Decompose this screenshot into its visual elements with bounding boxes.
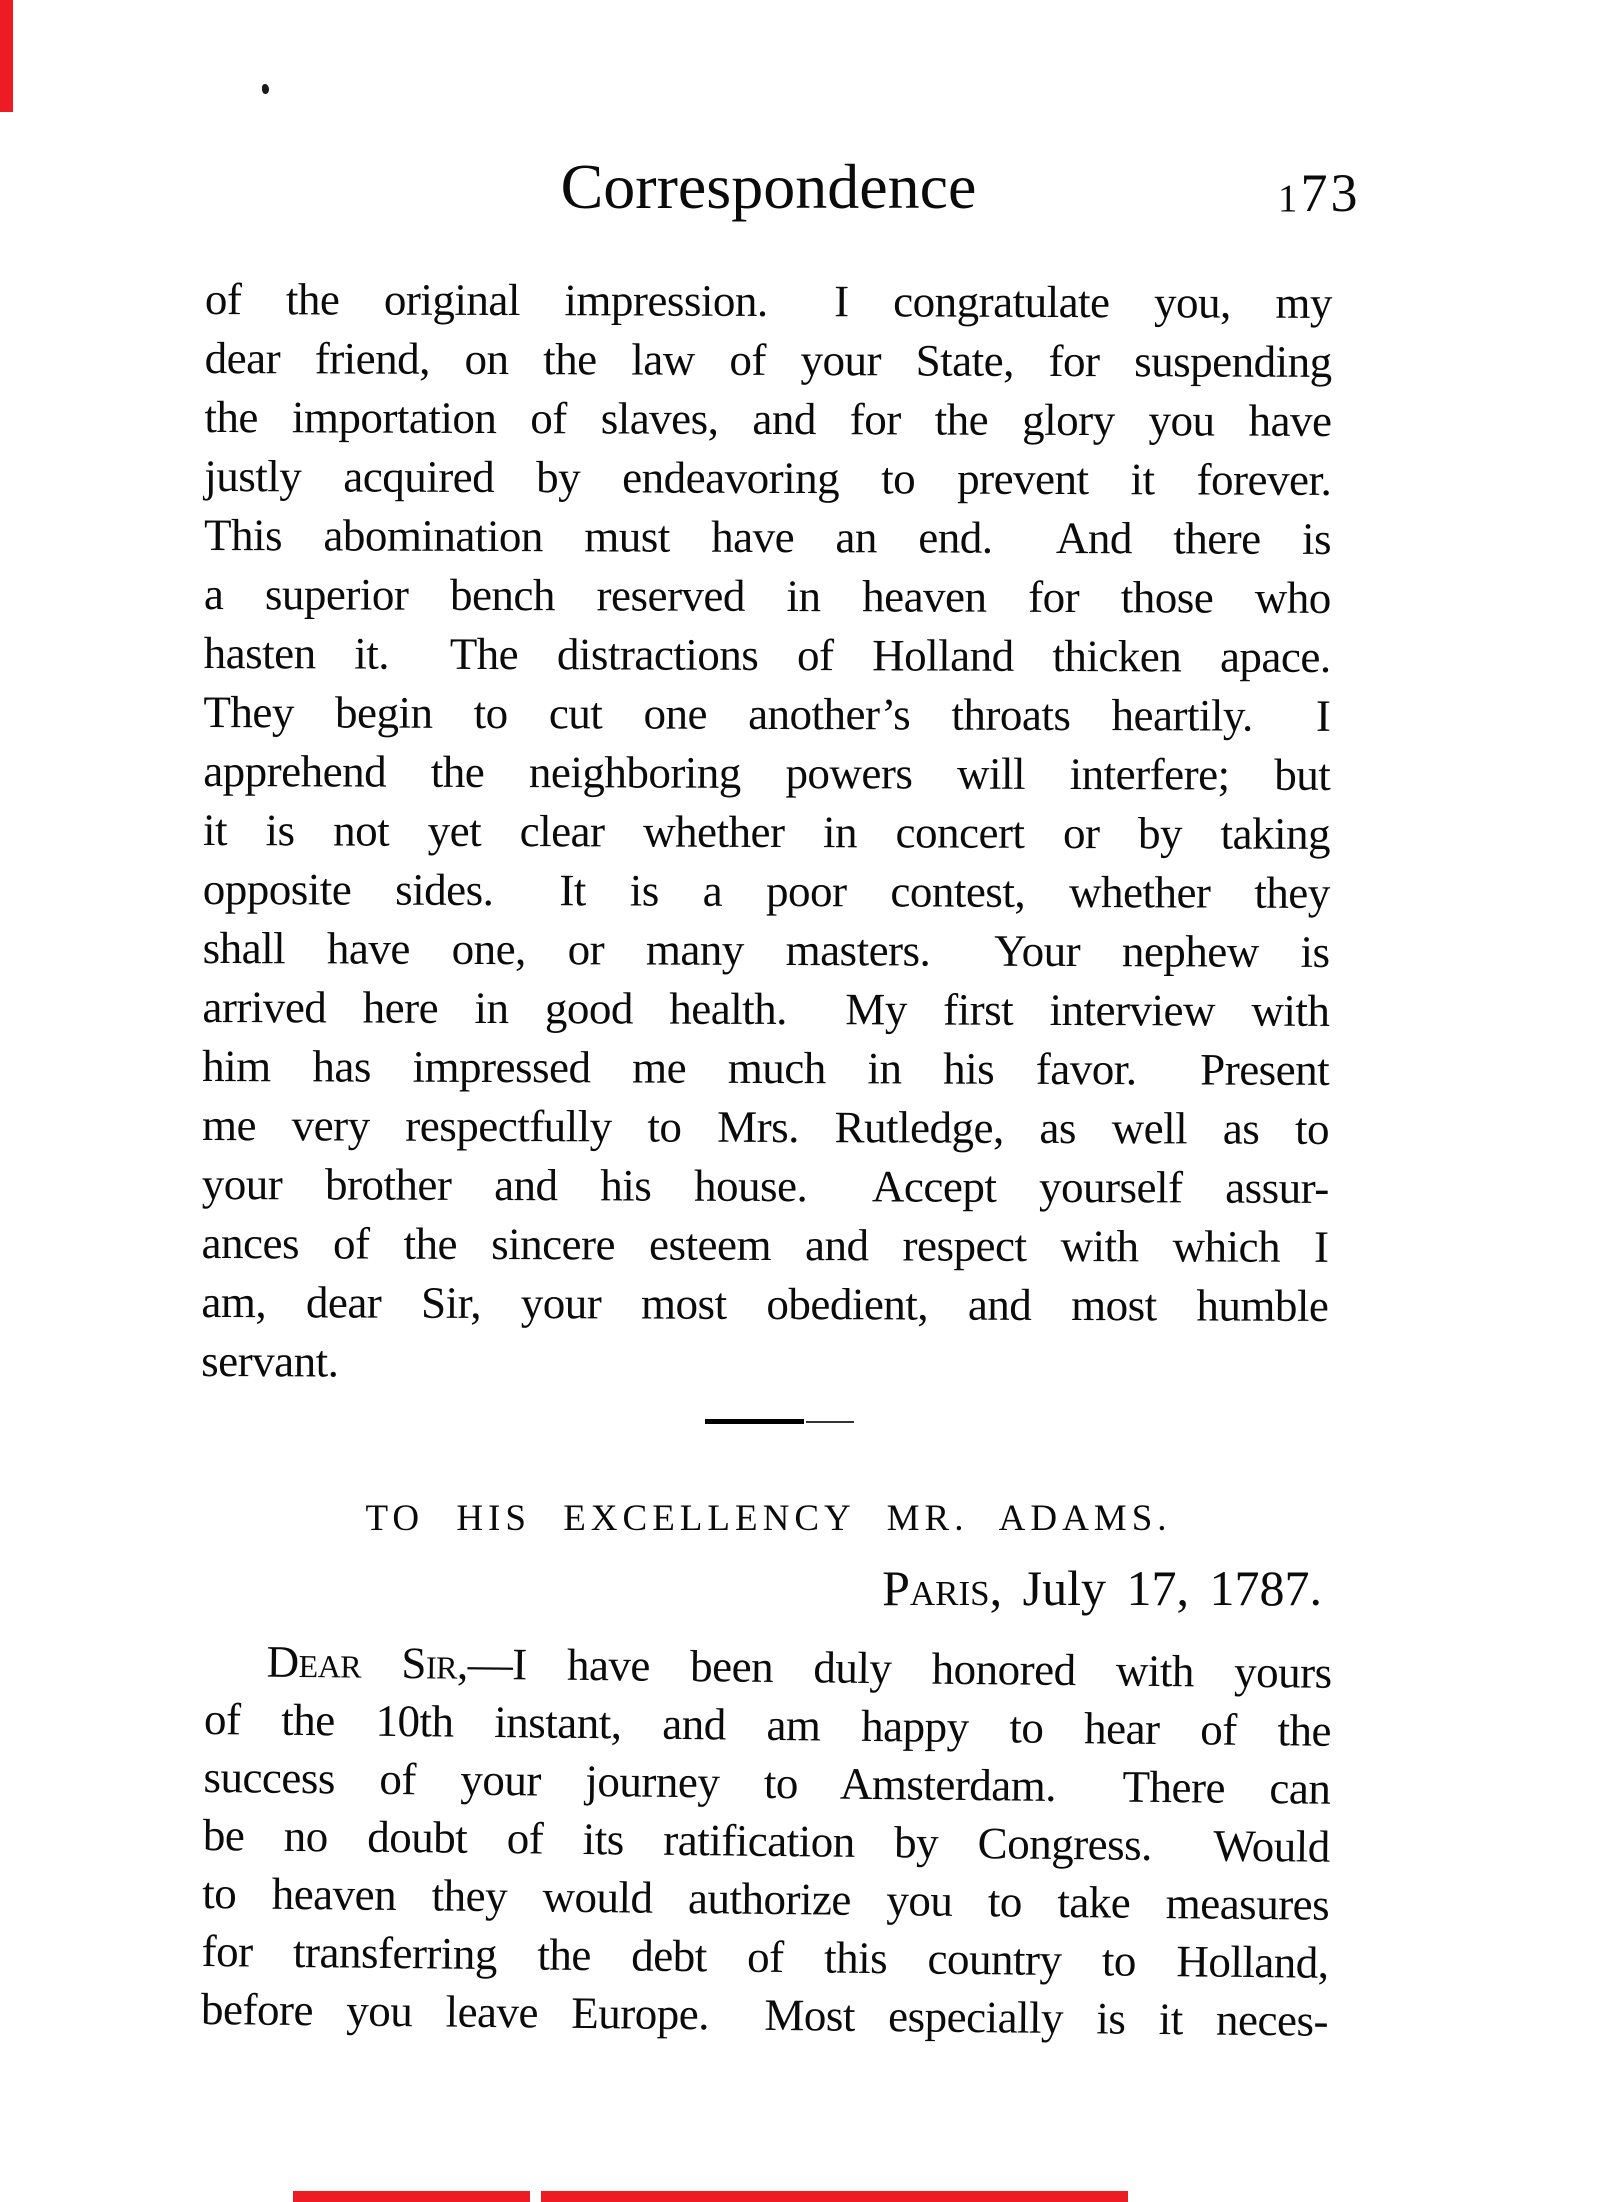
text-line: to heaven they would authorize you to take measures (202, 1867, 1330, 1930)
dateline-date: July 17, 1787. (1002, 1560, 1322, 1616)
text-line: arrived here in good health. My first interview with (202, 981, 1330, 1036)
letter-dateline (205, 1560, 1332, 1616)
page-number: 173 (1278, 163, 1361, 223)
salutation: Dear Sir,— (266, 1636, 513, 1690)
text-line: am, dear Sir, your most obedient, and most humble (201, 1276, 1329, 1331)
running-head-title: Correspondence (560, 151, 977, 222)
text-line: justly acquired by endeavoring to prevent it forever. (204, 450, 1332, 505)
text-line: of the 10th instant, and am happy to hear of the (203, 1693, 1332, 1756)
text-line: me very respectfully to Mrs. Rutledge, as well as to (201, 1099, 1330, 1154)
text-line: They begin to cut one another’s throats heartily. I (203, 686, 1331, 741)
text-line: a superior bench reserved in heaven for those who (203, 568, 1331, 623)
text-line: ances of the sincere esteem and respect with which I (201, 1217, 1329, 1272)
text-line-fragment: I have been duly honored with yours (511, 1639, 1332, 1698)
text-line: dear friend, on the law of your State, for suspending (204, 332, 1332, 387)
text-line: hasten it. The distractions of Holland thicken apace. (203, 627, 1331, 682)
paragraph-continuation (201, 270, 1332, 1395)
scan-edge-artifact-left (0, 0, 13, 112)
text-line: servant. (201, 1335, 339, 1387)
text-line: This abomination must have an end. And there is (203, 509, 1332, 564)
text-line: it is not yet clear whether in concert or by taking (202, 804, 1331, 859)
text-line: opposite sides. It is a poor contest, whether they (202, 863, 1330, 918)
text-line: apprehend the neighboring powers will interfere; but (203, 745, 1331, 800)
text-line: him has impressed me much in his favor. Present (202, 1040, 1330, 1095)
text-line: for transferring the debt of this country to Holland, (201, 1925, 1329, 1988)
section-divider-rule (705, 1419, 804, 1424)
text-line: be no doubt of its ratification by Congress. Would (202, 1809, 1331, 1872)
text-line: of the original impression. I congratulate you, my (204, 273, 1332, 328)
letter-body (201, 1632, 1332, 2050)
letter-heading: TO HIS EXCELLENCY MR. ADAMS. (365, 1498, 1172, 1539)
text-line: the importation of slaves, and for the glory you have (204, 391, 1332, 446)
text-line: success of your journey to Amsterdam. There can (203, 1751, 1331, 1814)
section-divider-rule-faint (806, 1421, 854, 1423)
ink-speck (262, 84, 269, 94)
scan-edge-artifact-bottom (541, 2191, 1128, 2202)
text-line: your brother and his house. Accept yourself assur- (201, 1158, 1329, 1213)
scan-edge-artifact-bottom (293, 2191, 530, 2202)
dateline-place: Paris, (882, 1560, 1003, 1616)
text-line: shall have one, or many masters. Your nephew is (202, 922, 1330, 977)
text-line: before you leave Europe. Most especially is it neces- (200, 1983, 1329, 2046)
